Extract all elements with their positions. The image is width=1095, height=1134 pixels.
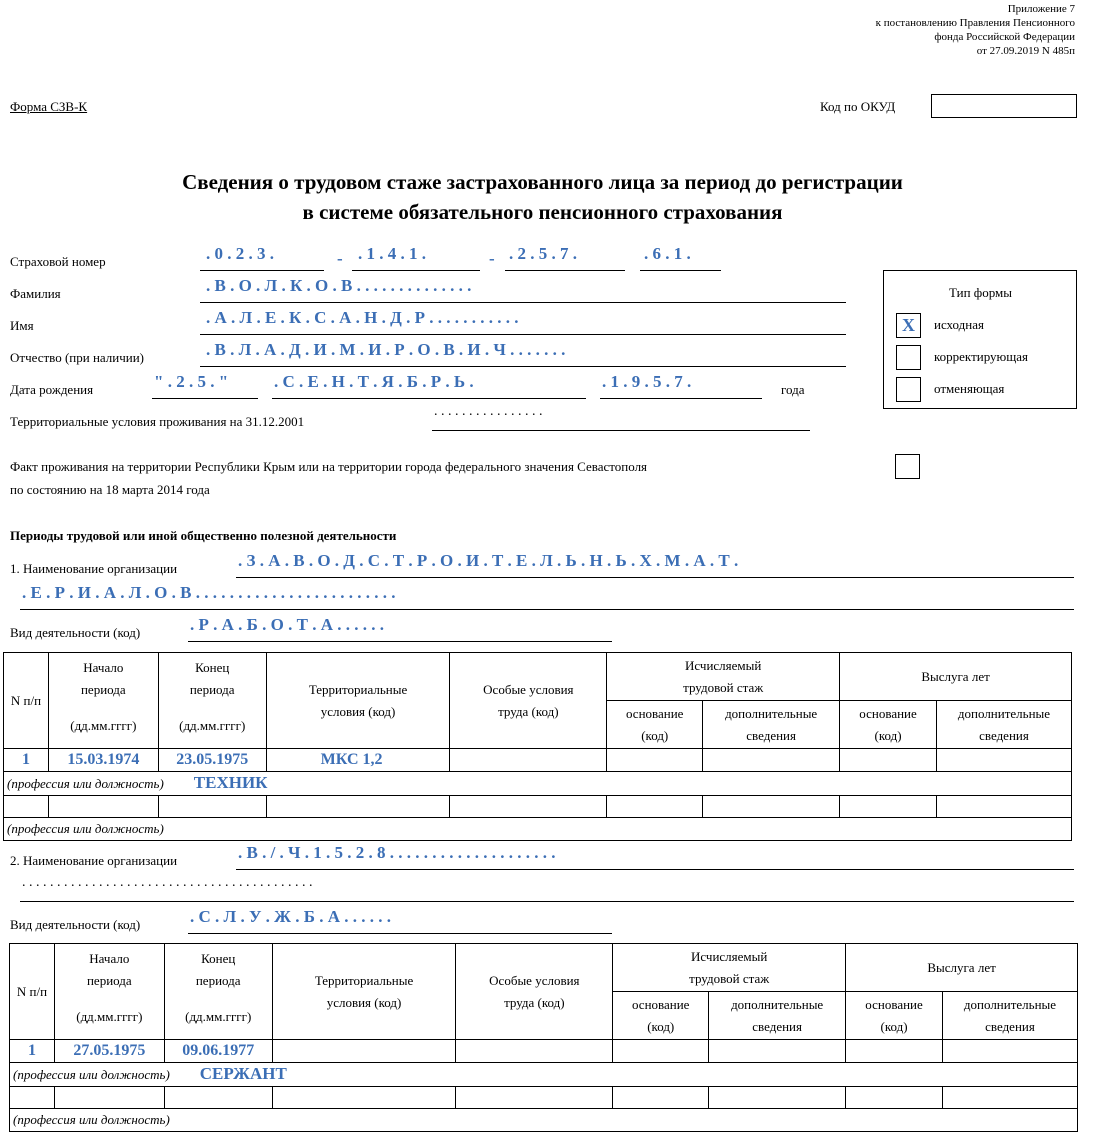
row-calc-additional[interactable] [709,1040,846,1063]
col-additional-title: дополнительные сведения [957,705,1051,743]
snils-part-3[interactable] [505,244,625,271]
col-start-format: (дд.мм.гггг) [70,718,137,733]
org1-activity-field[interactable] [188,615,612,642]
row-special[interactable] [456,1040,613,1063]
org2-period-table [9,943,1078,1132]
col-territorial-header [272,944,456,1040]
org2-name-value: . В . / . Ч . 1 . 5 . 2 . 8 . . . . . . . . . . . . . . . . . . . . [238,843,556,862]
col-start-title: Начало периода [80,660,126,697]
col-service-additional [943,992,1078,1040]
form-type-original-checkbox[interactable]: Х [896,313,921,338]
name-label: Имя [10,318,34,333]
col-calc-additional [709,992,846,1040]
patronymic-value: . В . Л . А . Д . И . М . И . Р . О . В . И . Ч . . . . . . . [206,340,566,359]
col-additional-title: дополнительные сведения [731,996,824,1034]
col-end-header [164,944,272,1040]
org2-name-field[interactable] [236,843,1074,870]
row-service-additional[interactable] [943,1040,1078,1063]
okud-field[interactable] [931,94,1077,118]
col-territorial-header [266,653,450,749]
profession-cell[interactable] [4,772,1072,796]
patronymic-field[interactable] [200,340,846,367]
col-calc-basis [607,701,703,749]
appendix-note [876,2,1075,58]
form-type-corrective-label: корректирующая [934,349,1029,364]
col-special-header [456,944,613,1040]
row-cell[interactable] [840,796,937,818]
territorial-value: . . . . . . . . . . . . . . . . [434,404,543,419]
appendix-line: к постановлению Правления Пенсионного [875,17,1075,29]
table-row [10,1087,1078,1109]
col-end-format: (дд.мм.гггг) [179,718,246,733]
name-value: . А . Л . Е . К . С . А . Н . Д . Р . . . . . . . . . . . [206,308,519,327]
table-row [10,1040,1078,1063]
row-cell[interactable] [703,796,840,818]
col-calc-additional [703,701,840,749]
profession-cell[interactable] [10,1109,1078,1132]
col-end-title: Конец периода [189,660,235,697]
snils-separator: - [337,249,343,268]
col-n-header: N п/п [4,653,49,749]
org1-period-table [3,652,1072,841]
col-calc-header [613,944,846,992]
col-basis-title: основание (код) [865,996,923,1034]
birth-label: Дата рождения [10,382,94,397]
profession-cell[interactable] [4,818,1072,841]
row-cell[interactable] [48,796,158,818]
row-special[interactable] [450,749,607,772]
form-type-corrective-checkbox[interactable] [896,345,921,370]
okud-label: Код по ОКУД [820,99,896,114]
profession-label: (профессия или должность) [13,1112,170,1127]
row-cell[interactable] [4,796,49,818]
surname-value: . В . О . Л . К . О . В . . . . . . . . . . . . . . [206,276,472,295]
org1-activity-value: . Р . А . Б . О . Т . А . . . . . . [190,615,384,634]
form-type-cancel-checkbox[interactable] [896,377,921,402]
org1-label: 1. Наименование организации [10,561,178,576]
profession-row [10,1109,1078,1132]
row-cell[interactable] [943,1087,1078,1109]
crimea-line-1: Факт проживания на территории Республики Крым или на территории города федерального значения Севастополя [10,459,648,474]
row-end[interactable]: 23.05.1975 [158,749,266,772]
profession-row [4,772,1072,796]
col-start-header [54,944,164,1040]
profession-value: СЕРЖАНТ [199,1064,287,1083]
org1-name-field[interactable] [236,551,1074,578]
birth-day-field[interactable] [152,372,258,399]
birth-month-field[interactable] [272,372,586,399]
col-n-header: N п/п [10,944,55,1040]
col-service-additional [937,701,1072,749]
row-start[interactable]: 15.03.1974 [48,749,158,772]
row-calc-additional[interactable] [703,749,840,772]
birth-day-value: " . 2 . 5 . " [154,372,229,391]
col-special-title: Особые условия труда (код) [483,681,574,719]
col-basis-title: основание (код) [631,996,690,1034]
appendix-line: фонда Российской Федерации [934,31,1075,43]
snils-part-2[interactable] [352,244,480,271]
row-territorial[interactable] [272,1040,456,1063]
profession-label: (профессия или должность) [7,776,164,791]
crimea-line-2: по состоянию на 18 марта 2014 года [10,482,210,497]
name-field[interactable] [200,308,846,335]
table-row [4,796,1072,818]
col-additional-title: дополнительные сведения [963,996,1057,1034]
col-service-header: Выслуга лет [846,944,1078,992]
col-end-title: Конец периода [195,951,241,988]
row-cell[interactable] [10,1087,55,1109]
org1-name-field-2[interactable] [20,583,1074,610]
form-type-box [883,270,1077,409]
col-start-header [48,653,158,749]
org1-name-value: . З . А . В . О . Д . С . Т . Р . О . И . Т . Е . Л . Ь . Н . Ь . Х . М . А . Т . [238,551,739,570]
row-service-basis[interactable] [840,749,937,772]
form-type-original-label: исходная [934,317,985,332]
row-cell[interactable] [272,1087,456,1109]
row-start[interactable]: 27.05.1975 [54,1040,164,1063]
row-n[interactable]: 1 [10,1040,55,1063]
row-territorial[interactable]: МКС 1,2 [266,749,450,772]
snils-label: Страховой номер [10,254,106,269]
snils-value: . 0 . 2 . 3 . [206,244,274,263]
appendix-line: от 27.09.2019 N 485п [976,45,1075,57]
col-service-basis [846,992,943,1040]
periods-heading: Периоды трудовой или иной общественно полезной деятельности [10,528,397,543]
surname-field[interactable] [200,276,846,303]
col-calc-title: Исчисляемый трудовой стаж [689,948,770,986]
row-cell[interactable] [937,796,1072,818]
snils-value: . 2 . 5 . 7 . [509,244,577,263]
table-row [4,749,1072,772]
row-cell[interactable] [456,1087,613,1109]
form-type-title: Тип формы [949,285,1012,300]
col-end-format: (дд.мм.гггг) [185,1009,252,1024]
col-service-basis [840,701,937,749]
appendix-line: Приложение 7 [1007,3,1075,15]
birth-month-value: . С . Е . Н . Т . Я . Б . Р . Ь . [274,372,474,391]
snils-separator: - [489,249,495,268]
snils-value: . 1 . 4 . 1 . [358,244,426,263]
org1-name-value: . Е . Р . И . А . Л . О . В . . . . . . . . . . . . . . . . . . . . . . . . [22,583,396,602]
patronymic-label: Отчество (при наличии) [10,350,145,365]
org2-label: 2. Наименование организации [10,853,178,868]
row-cell[interactable] [54,1087,164,1109]
row-calc-basis[interactable] [607,749,703,772]
row-end[interactable]: 09.06.1977 [164,1040,272,1063]
year-word: года [781,382,805,397]
col-end-header [158,653,266,749]
col-special-title: Особые условия труда (код) [489,972,580,1010]
col-basis-title: основание (код) [859,705,917,743]
col-calc-title: Исчисляемый трудовой стаж [683,657,764,695]
snils-value: . 6 . 1 . [644,244,691,263]
territorial-label: Территориальные условия проживания на 31.12.2001 [10,414,305,429]
profession-cell[interactable] [10,1063,1078,1087]
surname-label: Фамилия [10,286,61,301]
profession-row [4,818,1072,841]
profession-row [10,1063,1078,1087]
org1-activity-label: Вид деятельности (код) [10,625,141,640]
org2-name-field-2[interactable] [20,875,1074,902]
org2-name-value: . . . . . . . . . . . . . . . . . . . . . . . . . . . . . . . . . . . . . . . . . . [22,875,313,890]
page-title [0,167,1085,227]
row-cell[interactable] [846,1087,943,1109]
col-service-header: Выслуга лет [840,653,1072,701]
form-type-cancel-label: отменяющая [934,381,1005,396]
col-start-title: Начало периода [86,951,132,988]
row-cell[interactable] [266,796,450,818]
col-special-header [450,653,607,749]
title-line: в системе обязательного пенсионного страхования [302,200,783,224]
snils-part-4[interactable] [640,244,721,271]
birth-year-value: . 1 . 9 . 5 . 7 . [602,372,692,391]
profession-label: (профессия или должность) [7,821,164,836]
form-name: Форма СЗВ-К [10,99,88,114]
row-cell[interactable] [613,1087,709,1109]
row-cell[interactable] [158,796,266,818]
crimea-checkbox[interactable] [895,454,920,479]
row-cell[interactable] [164,1087,272,1109]
row-cell[interactable] [709,1087,846,1109]
org2-activity-value: . С . Л . У . Ж . Б . А . . . . . . [190,907,391,926]
title-line: Сведения о трудовом стаже застрахованного лица за период до регистрации [182,170,903,194]
col-basis-title: основание (код) [625,705,684,743]
org2-activity-label: Вид деятельности (код) [10,917,141,932]
col-calc-basis [613,992,709,1040]
profession-label: (профессия или должность) [13,1067,170,1082]
territorial-field[interactable] [432,404,810,431]
col-territorial-title: Территориальные условия (код) [314,972,414,1010]
col-additional-title: дополнительные сведения [725,705,818,743]
row-calc-basis[interactable] [613,1040,709,1063]
org2-activity-field[interactable] [188,907,612,934]
col-territorial-title: Территориальные условия (код) [308,681,408,719]
row-service-additional[interactable] [937,749,1072,772]
row-service-basis[interactable] [846,1040,943,1063]
col-calc-header [607,653,840,701]
snils-part-1[interactable] [200,244,324,271]
row-cell[interactable] [450,796,607,818]
row-cell[interactable] [607,796,703,818]
row-n[interactable]: 1 [4,749,49,772]
col-start-format: (дд.мм.гггг) [76,1009,143,1024]
profession-value: ТЕХНИК [193,773,268,792]
birth-year-field[interactable] [600,372,762,399]
